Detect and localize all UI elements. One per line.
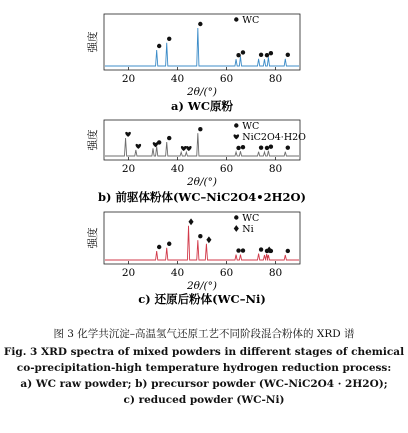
peak-marker-nic2o4 bbox=[125, 132, 131, 137]
panel-caption: a) WC原粉 bbox=[171, 99, 233, 113]
caption-en-3: a) WC raw powder; b) precursor powder (WC-NiC2O4 · 2H2O); bbox=[20, 378, 388, 390]
caption-en-1: Fig. 3 XRD spectra of mixed powders in different stages of chemical bbox=[3, 346, 405, 358]
x-axis-label: 2θ/(°) bbox=[187, 176, 217, 188]
peak-marker-wc bbox=[286, 145, 290, 149]
peak-marker-wc bbox=[265, 146, 269, 150]
legend-label: NiC2O4·H2O bbox=[242, 132, 306, 143]
panel-caption: c) 还原后粉体(WC–Ni) bbox=[138, 292, 266, 306]
x-tick-label: 60 bbox=[219, 163, 234, 175]
peak-marker-ni bbox=[188, 218, 193, 225]
peak-marker-wc bbox=[259, 247, 263, 251]
peak-marker-wc bbox=[269, 249, 273, 253]
legend-marker-diamond bbox=[234, 225, 239, 232]
x-tick-label: 40 bbox=[170, 163, 185, 175]
peak-marker-nic2o4 bbox=[181, 146, 187, 151]
xrd-panel-3 bbox=[86, 212, 300, 306]
legend-label: WC bbox=[242, 121, 260, 132]
xrd-panel-2 bbox=[86, 120, 306, 204]
peak-marker-wc bbox=[259, 53, 263, 57]
peak-marker-wc bbox=[241, 248, 245, 252]
peak-marker-nic2o4 bbox=[186, 146, 192, 151]
x-tick-label: 20 bbox=[121, 267, 136, 279]
xrd-spectrum-line bbox=[105, 226, 299, 260]
peak-marker-wc bbox=[269, 51, 273, 55]
peak-marker-wc bbox=[157, 140, 161, 144]
legend-marker-heart bbox=[234, 134, 240, 139]
peak-marker-wc bbox=[241, 50, 245, 54]
y-axis-label: 强度 bbox=[87, 129, 99, 151]
peak-marker-wc bbox=[198, 127, 202, 131]
legend-marker-circle bbox=[234, 17, 238, 21]
legend-marker-circle bbox=[234, 215, 238, 219]
peak-marker-wc bbox=[286, 53, 290, 57]
peak-marker-wc bbox=[265, 53, 269, 57]
xrd-spectrum-line bbox=[105, 28, 299, 66]
legend-marker-circle bbox=[234, 123, 238, 127]
y-axis-label: 强度 bbox=[87, 31, 99, 53]
peak-marker-nic2o4 bbox=[136, 144, 142, 149]
peak-marker-wc bbox=[259, 145, 263, 149]
legend-label: WC bbox=[242, 15, 260, 26]
peak-marker-wc bbox=[236, 248, 240, 252]
legend-label: WC bbox=[242, 213, 260, 224]
peak-marker-wc bbox=[157, 245, 161, 249]
x-tick-label: 80 bbox=[268, 267, 283, 279]
x-tick-label: 80 bbox=[268, 73, 283, 85]
x-tick-label: 80 bbox=[268, 163, 283, 175]
caption-en-2: co-precipitation-high temperature hydrogen reduction process: bbox=[16, 362, 392, 374]
peak-marker-wc bbox=[167, 242, 171, 246]
x-tick-label: 20 bbox=[121, 163, 136, 175]
y-axis-label: 强度 bbox=[87, 227, 99, 249]
plot-frame bbox=[104, 14, 300, 70]
peak-marker-wc bbox=[198, 234, 202, 238]
peak-marker-wc bbox=[167, 136, 171, 140]
peak-marker-wc bbox=[157, 44, 161, 48]
x-tick-label: 40 bbox=[170, 73, 185, 85]
peak-marker-wc bbox=[286, 249, 290, 253]
peak-marker-wc bbox=[269, 145, 273, 149]
caption-en-4: c) reduced powder (WC-Ni) bbox=[123, 394, 285, 406]
x-axis-label: 2θ/(°) bbox=[187, 280, 217, 292]
peak-marker-wc bbox=[167, 37, 171, 41]
plot-frame bbox=[104, 212, 300, 264]
x-tick-label: 60 bbox=[219, 267, 234, 279]
peak-marker-wc bbox=[241, 145, 245, 149]
peak-marker-wc bbox=[198, 22, 202, 26]
x-tick-label: 20 bbox=[121, 73, 136, 85]
xrd-panel-1 bbox=[86, 14, 300, 113]
x-axis-label: 2θ/(°) bbox=[187, 86, 217, 98]
panel-caption: b) 前驱体粉体(WC–NiC2O4•2H2O) bbox=[98, 190, 306, 204]
peak-marker-wc bbox=[236, 146, 240, 150]
x-tick-label: 40 bbox=[170, 267, 185, 279]
peak-marker-wc bbox=[236, 53, 240, 57]
peak-marker-ni bbox=[206, 236, 211, 243]
legend-label: Ni bbox=[242, 224, 254, 235]
x-tick-label: 60 bbox=[219, 73, 234, 85]
caption-cn: 图 3 化学共沉淀–高温氢气还原工艺不同阶段混合粉体的 XRD 谱 bbox=[53, 328, 355, 340]
